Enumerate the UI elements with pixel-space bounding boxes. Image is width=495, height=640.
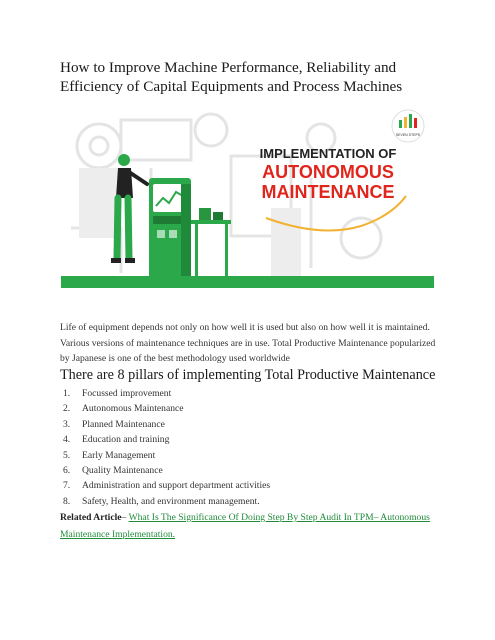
hero-illustration xyxy=(61,108,434,288)
intro-paragraph: Life of equipment depends not only on how well it is used but also on how well it is maintained. Various versions of maintenance techniques are in use. Total Productive Maintenance popularized by Japanese is one of the best methodology used worldwide xyxy=(60,322,436,364)
related-label: Related Article xyxy=(60,512,122,523)
pillars-list xyxy=(60,386,440,509)
conveyor-icon xyxy=(191,208,231,278)
related-article xyxy=(60,509,445,543)
list-item: 3. Planned Maintenance xyxy=(63,418,165,430)
banner-line-3: MAINTENANCE xyxy=(261,182,395,202)
list-item: 7. Administration and support department activities xyxy=(63,480,271,492)
related-separator: – xyxy=(121,512,129,523)
list-item: 6. Quality Maintenance xyxy=(63,465,163,477)
list-item: 5. Early Management xyxy=(63,449,156,461)
list-item: 8. Safety, Health, and environment management. xyxy=(63,495,260,507)
seven-steps-logo xyxy=(392,110,424,142)
related-article-link[interactable]: What Is The Significance Of Doing Step By Step Audit In TPM– Autonomous Maintenance Implementation. xyxy=(60,512,430,540)
pillars-heading: There are 8 pillars of implementing Total Productive Maintenance xyxy=(60,367,436,383)
control-panel-icon xyxy=(149,178,191,278)
document-title: How to Improve Machine Performance, Reliability and Efficiency of Capital Equipments and Process Machines xyxy=(60,59,403,95)
banner-line-1: IMPLEMENTATION OF xyxy=(259,146,397,161)
hero-bottom-bar xyxy=(61,276,434,288)
list-item: 4. Education and training xyxy=(63,434,170,446)
banner-line-2: AUTONOMOUS xyxy=(262,162,394,182)
logo-text: SEVEN STEPS xyxy=(395,133,421,137)
list-item: 1. Focussed improvement xyxy=(63,388,172,399)
list-item: 2. Autonomous Maintenance xyxy=(63,403,184,415)
